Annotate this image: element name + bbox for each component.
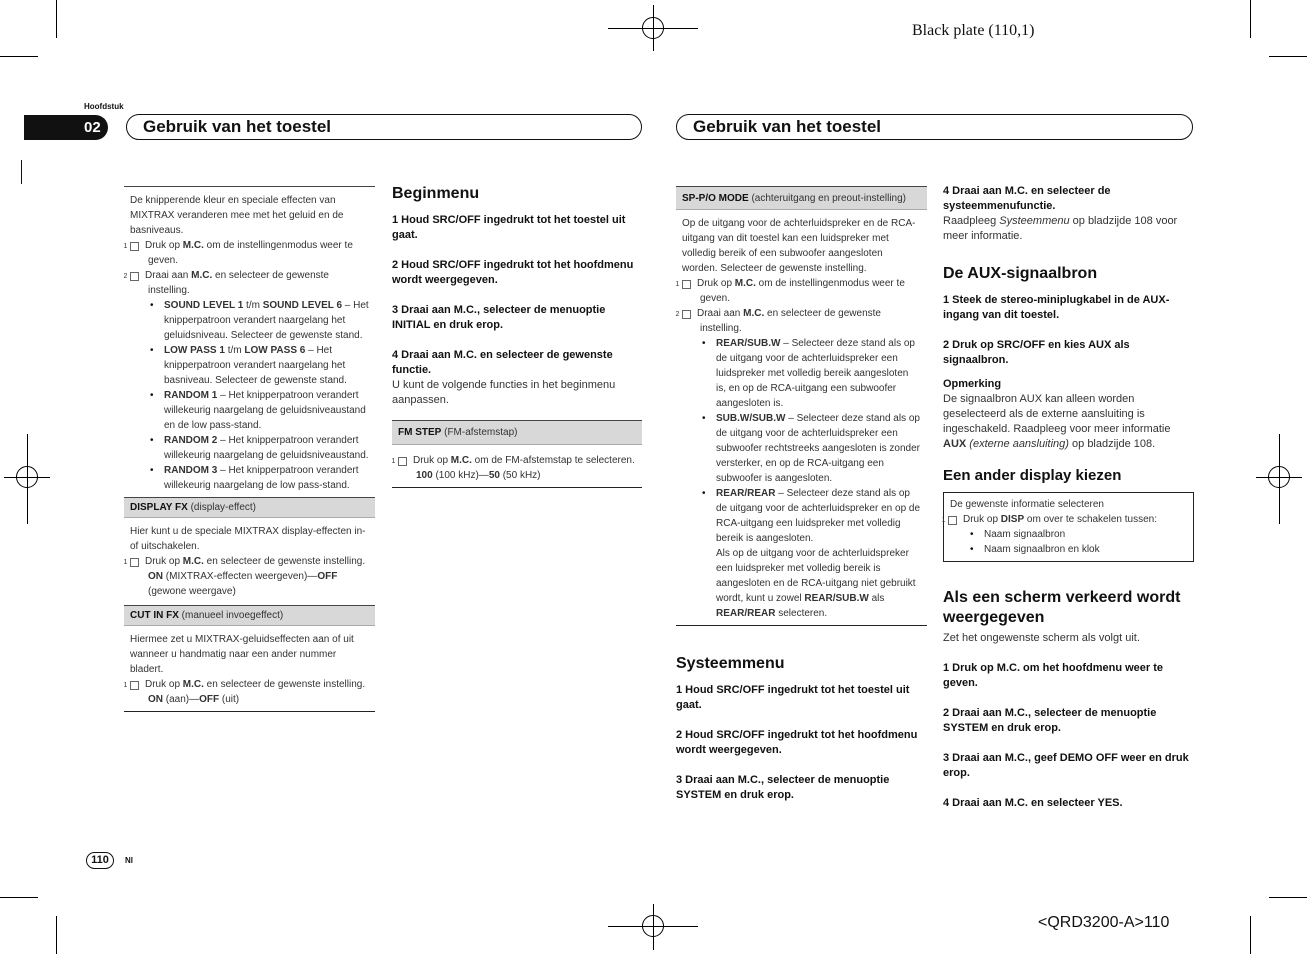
crop-mark [1250, 0, 1251, 38]
step-2: 2 Draai aan M.C., selecteer de menuoptie SYSTEM en druk erop. [943, 707, 1157, 734]
display-heading: Een ander display kiezen [943, 467, 1122, 484]
mixtrax-intro: De knipperende kleur en speciale effecten van MIXTRAX veranderen mee met het geluid en de basniveaus. [130, 195, 344, 236]
document-code: <QRD3200-A>110 [1038, 914, 1170, 931]
cut-in-fx-options: ON (aan)—OFF (uit) [148, 694, 240, 705]
crop-mark [56, 916, 57, 954]
list-item: • REAR/REAR – Selecteer deze stand als op de uitgang voor de achterluidspreker en op de RCA-uitgang een luidspreker met volledig bereik is aangesloten. [682, 486, 921, 546]
crop-mark [1250, 916, 1251, 954]
list-item-note: Als op de uitgang voor de achterluidspreker een luidspreker met volledig bereik is aangesloten en de RCA-uitgang niet gebruikt wordt, kunt u zowel REAR/SUB.W als REAR/REAR selecteren. [716, 548, 916, 619]
step-1: 1 Druk op M.C. om het hoofdmenu weer te geven. [943, 662, 1164, 689]
column-4 [943, 184, 1194, 811]
step-2: 2 Druk op SRC/OFF en kies AUX als signaalbron. [943, 339, 1130, 366]
display-fx-header: DISPLAY FX (display-effect) [124, 497, 375, 518]
column-1 [124, 186, 375, 712]
step-1: 1 Houd SRC/OFF ingedrukt tot het toestel uit gaat. [676, 684, 910, 711]
section-title-right: Gebruik van het toestel [676, 114, 1193, 140]
step-4: 4 Draai aan M.C. en selecteer YES. [943, 797, 1123, 809]
sp-po-mode-text: Op de uitgang voor de achterluidspreker en de RCA-uitgang van dit toestel kan een luidspreker met volledig bereik of een subwoofer aangesloten worden. Selecteer de gewenste instelling. [682, 218, 916, 274]
cut-in-fx-header: CUT IN FX (manueel invoegeffect) [124, 605, 375, 626]
step-4: 4 Draai aan M.C. en selecteer de gewenste functie. [392, 349, 613, 376]
fm-step-header: FM STEP (FM-afstemstap) [392, 420, 642, 445]
page-number: 110 [86, 852, 114, 869]
list-item: • LOW PASS 1 t/m LOW PASS 6 – Het knipperpatroon verandert naargelang het basniveau. Selecteer de gewenste stand. [130, 343, 369, 388]
display-fx-text: Hier kunt u de speciale MIXTRAX display-effecten in- of uitschakelen. [130, 526, 366, 552]
systeemmenu-heading: Systeemmenu [676, 655, 785, 672]
chapter-label: Hoofdstuk [84, 102, 124, 111]
list-item: 1 Druk op M.C. om de instellingenmodus weer te geven. [123, 240, 353, 266]
plate-label: Black plate (110,1) [912, 22, 1035, 39]
step-1: 1 Houd SRC/OFF ingedrukt tot het toestel uit gaat. [392, 214, 626, 241]
list-item: • REAR/SUB.W – Selecteer deze stand als op de uitgang voor de achterluidspreker een luidspreker met volledig bereik aangesloten is, en op de RCA-uitgang een subwoofer aangesloten is. [682, 336, 921, 411]
list-item: • Naam signaalbron en klok [950, 542, 1187, 557]
list-item: • RANDOM 2 – Het knipperpatroon verandert willekeurig naargelang de geluidsniveaustand. [130, 433, 369, 463]
step-3: 3 Draai aan M.C., geef DEMO OFF weer en druk erop. [943, 752, 1189, 779]
crop-mark [0, 897, 38, 898]
wrong-screen-text: Zet het ongewenste scherm als volgt uit. [943, 632, 1140, 644]
display-box [943, 492, 1194, 562]
margin-line [21, 160, 22, 184]
note-text: De signaalbron AUX kan alleen worden geselecteerd als de externe aansluiting is ingeschakeld. Raadpleeg voor meer informatie AUX (externe aansluiting) op bladzijde 108. [943, 393, 1171, 450]
list-item: • RANDOM 1 – Het knipperpatroon verandert willekeurig naargelang de geluidsniveaustand en de low pass-stand. [130, 388, 369, 433]
step-2: 2 Houd SRC/OFF ingedrukt tot het hoofdmenu wordt weergegeven. [676, 729, 918, 756]
step-3: 3 Draai aan M.C., selecteer de menuoptie INITIAL en druk erop. [392, 304, 606, 331]
list-item: • SUB.W/SUB.W – Selecteer deze stand als op de uitgang voor de achterluidspreker een subwoofer rechtstreeks aangesloten is zonder versterker, en op de RCA-uitgang een subwoofer is aangesloten. [682, 411, 921, 486]
beginmenu-heading: Beginmenu [392, 185, 480, 202]
column-2 [392, 184, 642, 488]
crop-mark [0, 56, 38, 57]
display-fx-options: ON (MIXTRAX-effecten weergeven)—OFF (gewone weergave) [148, 571, 338, 597]
registration-mark [642, 17, 664, 39]
step-2: 2 Houd SRC/OFF ingedrukt tot het hoofdmenu wordt weergegeven. [392, 259, 634, 286]
list-item: • RANDOM 3 – Het knipperpatroon verandert willekeurig naargelang de low pass-stand. [130, 463, 369, 493]
list-item: • Naam signaalbron [950, 527, 1187, 542]
cut-in-fx-text: Hiermee zet u MIXTRAX-geluidseffecten aan of uit wanneer u handmatig naar een ander nummer bladert. [130, 634, 354, 675]
note-heading: Opmerking [943, 378, 1002, 390]
language-code: Nl [125, 856, 133, 865]
step-3: 3 Draai aan M.C., selecteer de menuoptie SYSTEM en druk erop. [676, 774, 890, 801]
display-box-title: De gewenste informatie selecteren [950, 499, 1104, 510]
list-item: 1 Druk op M.C. om de instellingenmodus weer te geven. [675, 278, 905, 304]
section-title-left: Gebruik van het toestel [126, 114, 642, 140]
crop-mark [56, 0, 57, 38]
step-4-text: U kunt de volgende functies in het beginmenu aanpassen. [392, 379, 616, 406]
sp-po-mode-header: SP-P/O MODE (achteruitgang en preout-instelling) [676, 186, 927, 210]
wrong-screen-heading: Als een scherm verkeerd wordt weergegeven [943, 589, 1181, 626]
crop-mark [1269, 56, 1307, 57]
registration-mark [642, 915, 664, 937]
list-item: 2 Draai aan M.C. en selecteer de gewenste instelling. [123, 270, 329, 296]
crop-mark [1269, 897, 1307, 898]
column-3 [676, 186, 927, 803]
fm-step-options: 100 (100 kHz)—50 (50 kHz) [416, 470, 541, 481]
registration-mark [16, 466, 38, 488]
list-item: 1 Druk op M.C. en selecteer de gewenste instelling. [123, 556, 366, 567]
list-item: 2 Draai aan M.C. en selecteer de gewenste instelling. [675, 308, 881, 334]
step-4: 4 Draai aan M.C. en selecteer de systeemmenufunctie. [943, 185, 1111, 212]
list-item: • SOUND LEVEL 1 t/m SOUND LEVEL 6 – Het knipperpatroon verandert naargelang het geluidsniveau. Selecteer de gewenste stand. [130, 298, 369, 343]
list-item: 1 Druk op M.C. en selecteer de gewenste instelling. [123, 679, 366, 690]
list-item: 1 Druk op DISP om over te schakelen tussen: [941, 514, 1157, 525]
aux-heading: De AUX-signaalbron [943, 265, 1098, 282]
step-4-text: Raadpleeg Systeemmenu op bladzijde 108 voor meer informatie. [943, 215, 1178, 242]
registration-mark [1268, 466, 1290, 488]
list-item: 1 Druk op M.C. om de FM-afstemstap te selecteren. [391, 455, 635, 466]
chapter-number: 02 [24, 115, 108, 140]
step-1: 1 Steek de stereo-miniplugkabel in de AUX-ingang van dit toestel. [943, 294, 1170, 321]
